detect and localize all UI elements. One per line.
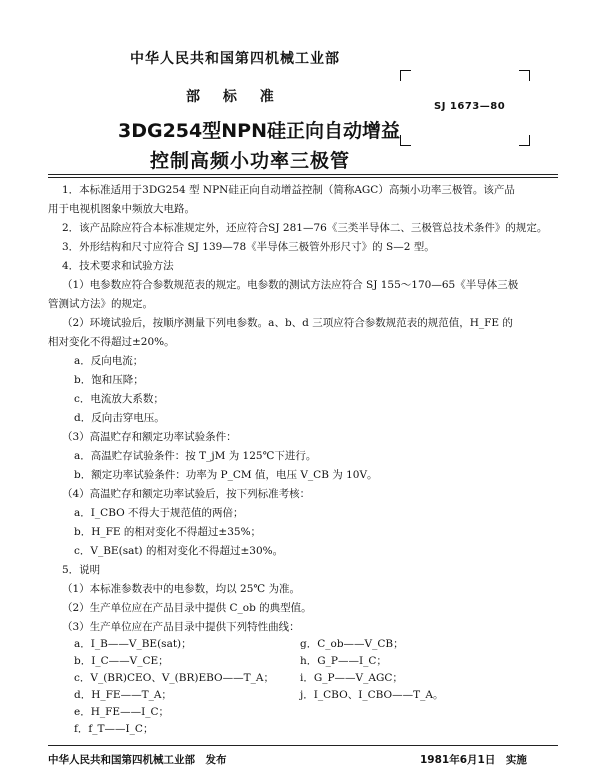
footer-effective-date: 1981年6月1日 实施 — [420, 754, 527, 766]
corner-mark — [400, 70, 411, 81]
body-line: c．V_(BR)CEO、V_(BR)EBO——T_A； — [74, 672, 275, 684]
document-title-line-1: 3DG254型NPN硅正向自动增益 — [118, 120, 400, 142]
corner-mark — [400, 135, 411, 146]
body-line: h．G_P——I_C； — [300, 655, 387, 667]
body-line: 5．说明 — [62, 564, 101, 576]
footer-divider — [48, 745, 558, 746]
header-divider — [48, 174, 558, 175]
body-line: j．I_CBO、I_CBO——T_A。 — [300, 689, 444, 701]
body-line: （4）高温贮存和额定功率试验后，按下列标准考核： — [62, 488, 311, 500]
standard-code-box — [400, 70, 530, 146]
body-line: 1．本标准适用于3DG254 型 NPN硅正向自动增益控制（简称AGC）高频小功率三极管。该产品 — [62, 184, 515, 196]
body-line: d．反向击穿电压。 — [74, 412, 165, 424]
standard-type: 部 标 准 — [186, 89, 276, 105]
body-line: 2．该产品除应符合本标准规定外，还应符合SJ 281—76《三类半导体二、三极管总技术条件》的规定。 — [62, 222, 548, 234]
body-line: 4．技术要求和试验方法 — [62, 260, 174, 272]
body-line: c．电流放大系数； — [74, 393, 164, 405]
body-line: （1）电参数应符合参数规范表的规定。电参数的测试方法应符合 SJ 155～170—65《半导体三极 — [62, 279, 519, 291]
body-line: b．H_FE 的相对变化不得超过±35%； — [74, 526, 262, 538]
body-line: i．G_P——V_AGC； — [300, 672, 403, 684]
corner-mark — [519, 135, 530, 146]
body-line: c．V_BE(sat) 的相对变化不得超过±30%。 — [74, 545, 284, 557]
body-line: a．反向电流； — [74, 355, 144, 367]
header-divider-inner — [48, 177, 558, 178]
footer-issuer: 中华人民共和国第四机械工业部 发布 — [48, 754, 227, 766]
standard-code: SJ 1673—80 — [434, 101, 506, 112]
issuing-ministry: 中华人民共和国第四机械工业部 — [130, 51, 340, 67]
body-line: b．额定功率试验条件：功率为 P_CM 值，电压 V_CB 为 10V。 — [74, 469, 378, 481]
body-line: 相对变化不得超过±20%。 — [48, 336, 175, 348]
body-line: （2）环境试验后，按顺序测量下列电参数。a、b、d 三项应符合参数规范表的规范值，H_FE 的 — [62, 317, 513, 329]
body-line: （2）生产单位应在产品目录中提供 C_ob 的典型值。 — [62, 602, 312, 614]
body-line: a．高温贮存试验条件：按 T_jM 为 125℃下进行。 — [74, 450, 317, 462]
corner-mark — [519, 70, 530, 81]
body-line: 3．外形结构和尺寸应符合 SJ 139—78《半导体三极管外形尺寸》的 S—2 型。 — [62, 241, 435, 253]
body-line: b．I_C——V_CE； — [74, 655, 169, 667]
body-line: d．H_FE——T_A； — [74, 689, 172, 701]
body-line: 管测试方法》的规定。 — [48, 298, 153, 310]
body-line: a．I_CBO 不得大于规范值的两倍； — [74, 507, 244, 519]
body-line: g．C_ob——V_CB； — [300, 638, 404, 650]
document-title-line-2: 控制高频小功率三极管 — [150, 150, 351, 172]
body-line: e．H_FE——I_C； — [74, 706, 170, 718]
body-line: （1）本标准参数表中的电参数，均以 25℃ 为准。 — [62, 583, 300, 595]
body-line: a．I_B——V_BE(sat)； — [74, 638, 192, 650]
body-line: 用于电视机图象中频放大电路。 — [48, 203, 195, 215]
body-line: b．饱和压降； — [74, 374, 144, 386]
body-line: （3）高温贮存和额定功率试验条件： — [62, 431, 237, 443]
body-line: f．f_T——I_C； — [74, 723, 154, 735]
body-line: （3）生产单位应在产品目录中提供下列特性曲线： — [62, 621, 300, 633]
